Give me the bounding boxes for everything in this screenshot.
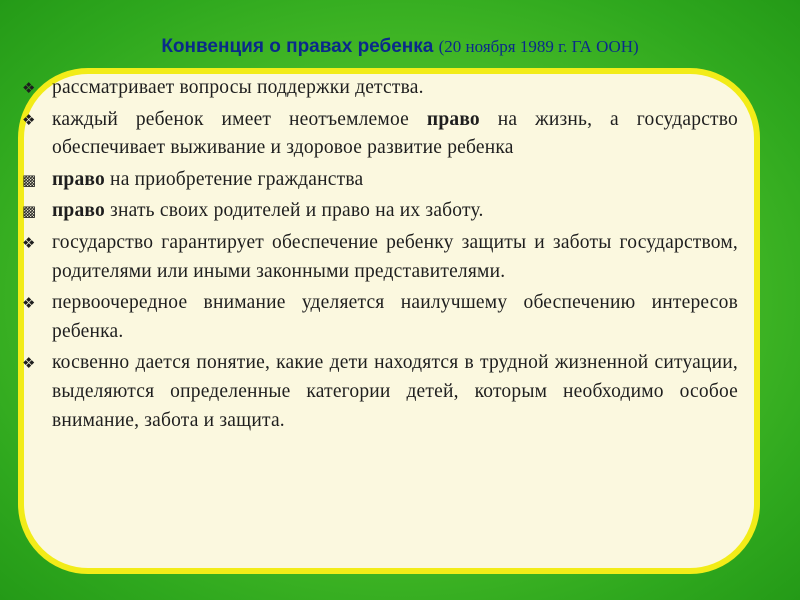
list-item-bold-word: право — [426, 108, 480, 130]
list-item-bold-word: право — [52, 168, 105, 190]
slide-title — [0, 36, 800, 58]
list-item — [22, 74, 738, 103]
list-item-text: косвенно дается понятие, какие дети находятся в трудной жизненной ситуации, выделяются определенные категории детей, которым необходимо особое внимание, забота и защита. — [52, 352, 738, 431]
diamond-bullet-icon: ❖ — [22, 294, 36, 313]
list-item-text: первоочередное внимание уделяется наилучшему обеспечению интересов ребенка. — [52, 292, 738, 342]
list-item-text: рассматривает вопросы поддержки детства. — [52, 77, 424, 98]
title-main: Конвенция о правах ребенка — [161, 36, 434, 57]
list-item — [22, 106, 738, 163]
list-item-bold-word: право — [52, 200, 105, 222]
list-item-text-after: на жизнь, а государство обеспечивает выживание и здоровое развитие ребенка — [52, 108, 739, 159]
list-item — [22, 289, 738, 346]
checkered-square-bullet-icon: ▩ — [22, 170, 37, 189]
list-item-text-before: каждый ребенок имеет неотъемлемое — [52, 108, 427, 130]
list-item — [22, 197, 738, 226]
list-item-text-rest: на приобретение гражданства — [104, 168, 364, 190]
list-item-text — [52, 106, 738, 163]
list-item-text — [52, 166, 738, 195]
diamond-bullet-icon: ❖ — [22, 110, 36, 129]
title-subtitle: (20 ноября 1989 г. ГА ООН) — [438, 37, 639, 56]
list-item — [22, 229, 738, 286]
list-item-text-rest: знать своих родителей и право на их заботу. — [104, 200, 484, 222]
list-item-text — [52, 197, 738, 226]
diamond-bullet-icon: ❖ — [22, 354, 36, 373]
checkered-square-bullet-icon: ▩ — [22, 202, 37, 221]
diamond-bullet-icon: ❖ — [22, 233, 36, 252]
list-item — [22, 349, 738, 435]
list-item-text: государство гарантирует обеспечение ребенку защиты и заботы государством, родителями или иными законными представителями. — [52, 231, 738, 282]
bullet-list — [22, 74, 738, 438]
diamond-bullet-icon: ❖ — [22, 79, 36, 97]
list-item — [22, 166, 738, 195]
